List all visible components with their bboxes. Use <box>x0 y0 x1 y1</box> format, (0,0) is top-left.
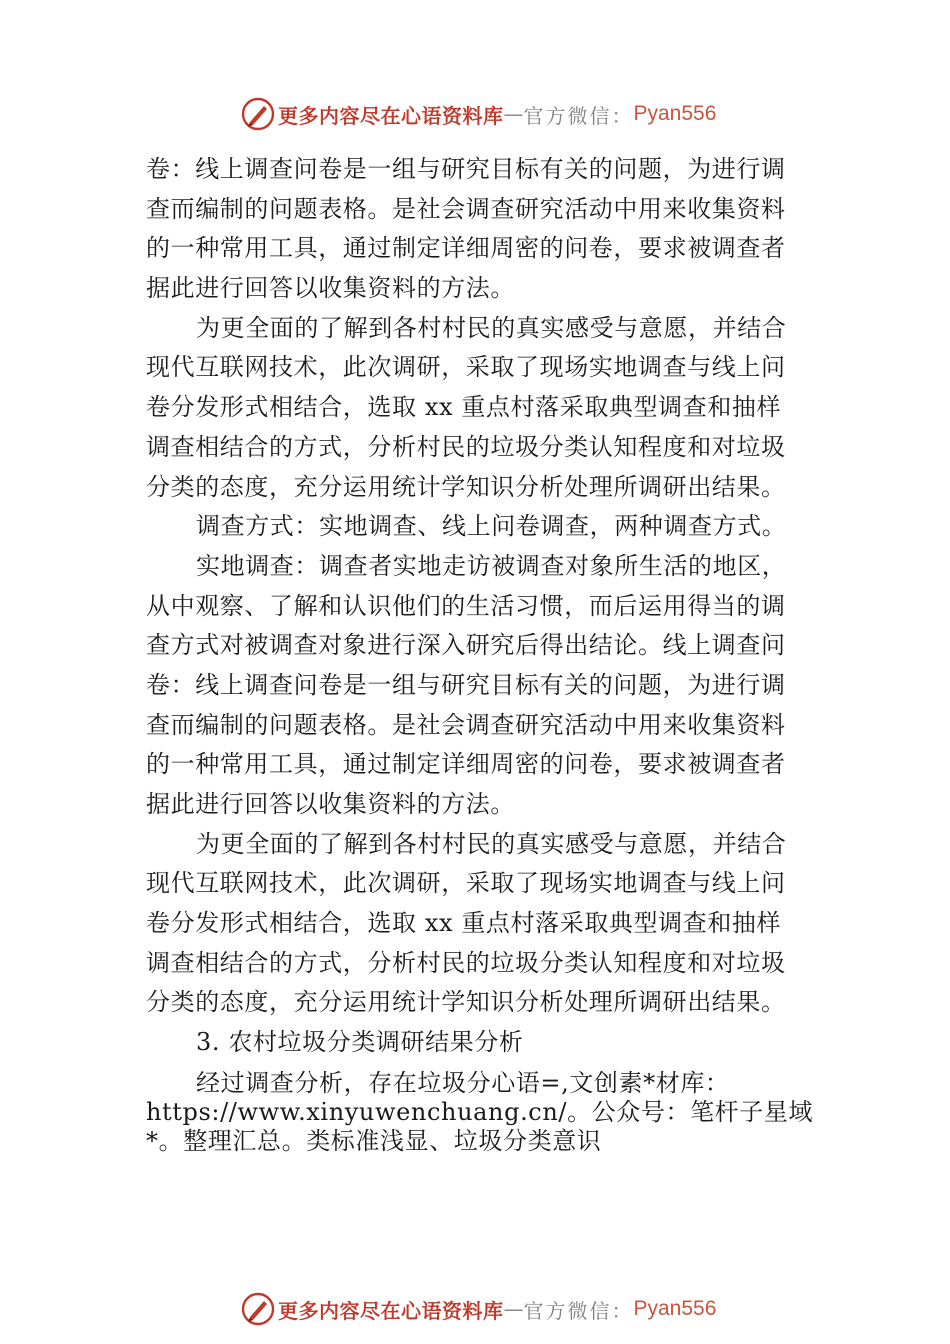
document-body <box>146 150 836 1156</box>
text-line: *。整理汇总。类标准浅显、垃圾分类意识 <box>146 1126 602 1155</box>
text-line: 现代互联网技术，此次调研，采取了现场实地调查与线上问 <box>146 353 786 382</box>
text-line: 现代互联网技术，此次调研，采取了现场实地调查与线上问 <box>146 869 786 898</box>
footer-watermark <box>240 1291 716 1327</box>
text-line: 查而编制的问题表格。是社会调查研究活动中用来收集资料 <box>146 710 786 739</box>
paragraph <box>146 1023 836 1063</box>
pen-logo-icon <box>240 96 276 132</box>
text-line: 据此进行回答以收集资料的方法。 <box>146 274 515 303</box>
text-line: 查方式对被调查对象进行深入研究后得出结论。线上调查问 <box>146 631 786 660</box>
banner-separator: — <box>503 102 524 126</box>
text-line: 为更全面的了解到各村村民的真实感受与意愿，并结合 <box>196 829 787 858</box>
text-line: 调查相结合的方式，分析村民的垃圾分类认知程度和对垃圾 <box>146 432 786 461</box>
banner-wechat-id: Pyan556 <box>633 102 717 125</box>
paragraph <box>146 507 836 547</box>
text-line: 的一种常用工具，通过制定详细周密的问卷，要求被调查者 <box>146 750 786 779</box>
banner-site-name: 更多内容尽在心语资料库 <box>278 1298 504 1323</box>
final-paragraph <box>146 1069 836 1156</box>
paragraph <box>146 547 836 825</box>
paragraph <box>146 150 836 309</box>
text-line: 查而编制的问题表格。是社会调查研究活动中用来收集资料 <box>146 194 786 223</box>
text-line: 为更全面的了解到各村村民的真实感受与意愿，并结合 <box>196 313 787 342</box>
header-watermark <box>240 96 716 132</box>
paragraph <box>146 309 836 507</box>
text-line: 分类的态度，充分运用统计学知识分析处理所调研出结果。 <box>146 472 786 501</box>
text-line: 3. 农村垃圾分类调研结果分析 <box>196 1028 524 1057</box>
pen-logo-icon <box>240 1291 276 1327</box>
text-line: 从中观察、了解和认识他们的生活习惯，而后运用得当的调 <box>146 591 786 620</box>
text-line: 的一种常用工具，通过制定详细周密的问卷，要求被调查者 <box>146 234 786 263</box>
text-line: 调查相结合的方式，分析村民的垃圾分类认知程度和对垃圾 <box>146 948 786 977</box>
text-line: 卷分发形式相结合，选取 xx 重点村落采取典型调查和抽样 <box>146 393 782 422</box>
banner-official-label: 官方微信： <box>523 1298 634 1323</box>
text-line: 分类的态度，充分运用统计学知识分析处理所调研出结果。 <box>146 988 786 1017</box>
text-line: 经过调查分析，存在垃圾分心语=,文创素*材库： <box>196 1068 730 1097</box>
text-line: 卷：线上调查问卷是一组与研究目标有关的问题，为进行调 <box>146 670 786 699</box>
banner-separator: — <box>503 1297 524 1321</box>
banner-wechat-id: Pyan556 <box>633 1297 717 1320</box>
text-line: 卷：线上调查问卷是一组与研究目标有关的问题，为进行调 <box>146 155 786 183</box>
text-line: 实地调查：调查者实地走访被调查对象所生活的地区， <box>196 551 787 580</box>
text-line: 卷分发形式相结合，选取 xx 重点村落采取典型调查和抽样 <box>146 909 782 938</box>
text-line: 据此进行回答以收集资料的方法。 <box>146 790 515 818</box>
text-line: https://www.xinyuwenchuang.cn/。公众号：笔杆子星域 <box>146 1097 814 1126</box>
banner-official-label: 官方微信： <box>523 103 634 128</box>
text-line: 调查方式：实地调查、线上问卷调查，两种调查方式。 <box>196 512 787 541</box>
paragraph <box>146 825 836 1023</box>
banner-site-name: 更多内容尽在心语资料库 <box>278 103 504 128</box>
